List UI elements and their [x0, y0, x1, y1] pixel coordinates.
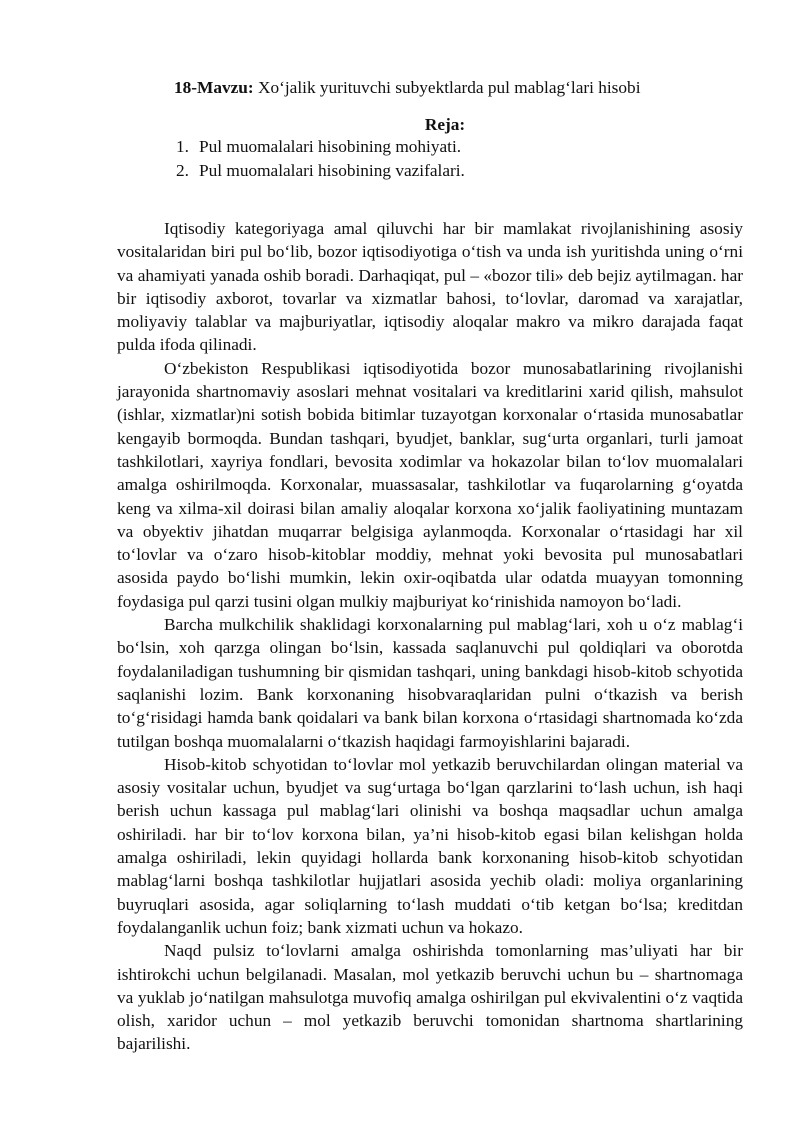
plan-list: [176, 135, 465, 183]
topic-title: Xo‘jalik yurituvchi subyektlarda pul mablag‘lari hisobi: [253, 78, 641, 97]
body-paragraph: Barcha mulkchilik shaklidagi korxonalarning pul mablag‘lari, xoh u o‘z mablag‘i bo‘lsin, xoh qarzga olingan bo‘lsin, kassada saqlanuvchi pul qoldiqlari va oborotda foydalaniladigan tushumning bir qismidan tashqari, uning bankdagi hisob-kitob schyotida saqlanishi lozim. Bank korxonaning hisobvaraqlaridan pulni o‘tkazish va berish to‘g‘risidagi hamda bank qoidalari va bank bilan korxona o‘rtasidagi shartnomada ko‘zda tutilgan boshqa muomalalarni o‘tkazish haqidagi farmoyishlarini bajaradi.: [117, 615, 743, 751]
plan-item-text: Pul muomalalari hisobining mohiyati.: [199, 137, 462, 156]
plan-heading: Reja:: [424, 115, 466, 134]
plan-item-number: 2.: [176, 161, 189, 180]
page-title: [174, 76, 641, 100]
body-paragraph: O‘zbekiston Respublikasi iqtisodiyotida bozor munosabatlarining rivojlanishi jarayonida shartnomaviy asoslari mehnat vositalari va kreditlarini xarid qilish, mahsulot (ishlar, xizmatlar)ni sotish bobida bitimlar tuzayotgan korxonalar o‘rtasida munosabatlar kengayib bormoqda. Bundan tashqari, byudjet, banklar, sug‘urta organlari, turli jamoat tashkilotlari, xayriya fondlari, bevosita xodimlar va hokazolar bilan to‘lov muomalalari amalga oshirilmoqda. Korxonalar, muassasalar, tashkilotlar va fuqarolarning g‘oyatda keng va xilma-xil doirasi bilan amaliy aloqalar korxona xo‘jalik faoliyatining muntazam va obyektiv jihatdan muqarrar belgisiga aylanmoqda. Korxonalar o‘rtasidagi har xil to‘lovlar va o‘zaro hisob-kitoblar moddiy, mehnat yoki bevosita pul munosabatlari asosida paydo bo‘lishi mumkin, lekin oxir-oqibatda ular odatda muayyan tomonning foydasiga pul qarzi tusini olgan mulkiy majburiyat ko‘rinishida namoyon bo‘ladi.: [117, 358, 743, 611]
plan-item: [176, 135, 465, 159]
body-paragraph: Hisob-kitob schyotidan to‘lovlar mol yetkazib beruvchilardan olingan material va asosiy vositalar uchun, byudjet va sug‘urtaga bo‘lgan qarzlarini to‘lash uchun, ish haqi berish uchun kassaga pul mablag‘lari olinishi va boshqa maqsadlar uchun amalga oshiriladi. har bir to‘lov korxona bilan, ya’ni hisob-kitob egasi bilan kelishgan holda amalga oshiriladi, lekin quyidagi hollarda bank korxonaning hisob-kitob schyotidan mablag‘larni boshqa tashkilotlar hujjatlari asosida yechib oladi: moliya organlarining buyruqlari asosida, agar soliqlarning to‘lash muddati o‘tib ketgan bo‘lsa; kreditdan foydalanganlik uchun foiz; bank xizmati uchun va hokazo.: [117, 754, 743, 937]
plan-item-text: Pul muomalalari hisobining vazifalari.: [199, 161, 465, 180]
document-body: [117, 217, 743, 1056]
body-paragraph: Iqtisodiy kategoriyaga amal qiluvchi har bir mamlakat rivojlanishining asosiy vositalaridan biri pul bo‘lib, bozor iqtisodiyotiga o‘tish va unda ish yuritishda uning o‘rni va ahamiyati yanada oshib boradi. Darhaqiqat, pul – «bozor tili» deb bejiz aytilmagan. har bir iqtisodiy axborot, tovarlar va xizmatlar bahosi, to‘lovlar, daromad va xarajatlar, moliyaviy talablar va majburiyatlar, iqtisodiy aloqalar makro va mikro darajada faqat pulda ifoda qilinadi.: [117, 219, 743, 355]
body-paragraph: Naqd pulsiz to‘lovlarni amalga oshirishda tomonlarning mas’uliyati har bir ishtirokchi uchun belgilanadi. Masalan, mol yetkazib beruvchi uchun bu – shartnomaga va yuklab jo‘natilgan mahsulotga muvofiq amalga oshirilgan pul ekvivalentini o‘z vaqtida olish, xaridor uchun – mol yetkazib beruvchi tomonidan shartnoma shartlarining bajarilishi.: [117, 941, 743, 1054]
plan-item: [176, 159, 465, 183]
topic-number: 18-Mavzu:: [174, 78, 254, 97]
plan-item-number: 1.: [176, 137, 189, 156]
